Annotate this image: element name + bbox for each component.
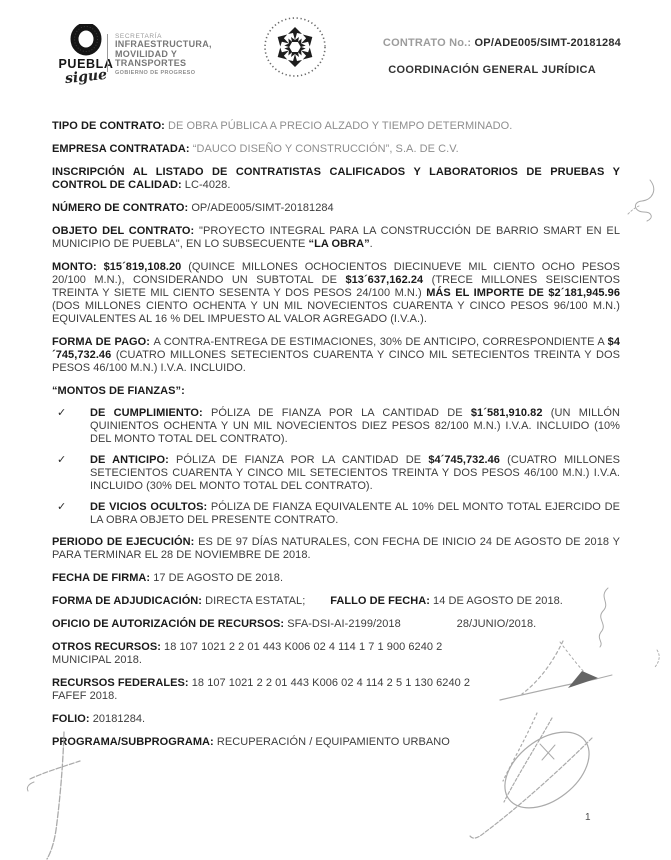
field-value: MUNICIPAL 2018. <box>52 654 143 666</box>
document-header <box>55 22 621 100</box>
margin-scribble-top <box>628 206 639 214</box>
field-label: PERIODO DE EJECUCIÓN: <box>52 536 199 548</box>
contract-paragraph <box>52 225 620 251</box>
logo-brand-text: PUEBLA <box>58 57 114 71</box>
secretariat-title: SECRETARÍA <box>115 33 163 40</box>
field-value: (CUATRO MILLONES SETECIENTOS CUARENTA Y CINCO MIL SETECIENTOS TREINTA Y DOS PESOS 46/100 M.N.) I.V.A. INCLUIDO (30% DEL MONTO TOTAL DEL CONTRATO). <box>90 454 620 492</box>
field-label: $13´637,162.24 <box>345 274 432 286</box>
field-label: FORMA DE PAGO: <box>52 336 154 348</box>
field-value: . <box>369 238 373 250</box>
field-value: DIRECTA ESTATAL; <box>205 595 331 607</box>
margin-stroke-bottom-left <box>27 782 34 791</box>
field-label: $2´181,945.96 <box>548 287 620 299</box>
field-label: $1´581,910.82 <box>470 407 551 419</box>
field-label: PROGRAMA/SUBPROGRAMA: <box>52 736 217 748</box>
field-label: OTROS RECURSOS: <box>52 641 165 653</box>
contract-paragraph <box>52 385 620 398</box>
checkmark-icon: ✓ <box>57 454 67 466</box>
field-label: $15´819,108.20 <box>103 261 189 273</box>
contract-paragraph <box>52 536 620 562</box>
field-value: “DAUCO DISEÑO Y CONSTRUCCIÓN”, S.A. DE C.V. <box>192 143 459 155</box>
bullet-text <box>90 454 620 493</box>
guarantee-bullet-item <box>52 454 620 493</box>
field-value: 20181284. <box>92 713 146 725</box>
secretariat-line: TRANSPORTES <box>115 58 187 68</box>
field-value: FAFEF 2018. <box>52 690 118 702</box>
contract-paragraph <box>52 618 620 631</box>
state-seal-icon <box>261 14 329 80</box>
contract-paragraph <box>52 261 620 326</box>
field-label: “MONTOS DE FIANZAS”: <box>52 385 185 397</box>
secretariat-line: INFRAESTRUCTURA, <box>115 39 212 49</box>
contract-paragraph <box>52 336 620 375</box>
field-value: "PROYECTO INTEGRAL PARA LA CONSTRUCCIÓN DE BARRIO SMART EN EL MUNICIPIO DE PUEBLA", EN LO SUBSECUENTE <box>52 225 620 250</box>
field-value: 17 DE AGOSTO DE 2018. <box>153 572 284 584</box>
field-label: FORMA DE ADJUDICACIÓN: <box>52 595 206 607</box>
field-value: OP/ADE005/SIMT-20181284 <box>191 202 334 214</box>
field-label: TIPO DE CONTRATO: <box>52 120 168 132</box>
field-label: INSCRIPCIÓN AL LISTADO DE CONTRATISTAS CALIFICADOS Y LABORATORIOS DE PRUEBAS Y CONTROL DE CALIDAD: <box>52 166 620 191</box>
contract-paragraph <box>52 713 620 726</box>
field-value: (CUATRO MILLONES SETECIENTOS CUARENTA Y CINCO MIL SETECIENTOS TREINTA Y DOS PESOS 46/100 M.N.) I.V.A. INCLUIDO. <box>52 349 620 374</box>
bullet-text <box>90 407 620 446</box>
field-label: OBJETO DEL CONTRATO: <box>52 225 199 237</box>
field-value: (TRECE MILLONES SEISCIENTOS TREINTA Y SIETE MIL CIENTO SESENTA Y DOS PESOS 24/100 M.N.) <box>52 274 620 299</box>
field-label: FOLIO: <box>52 713 93 725</box>
field-label: NÚMERO DE CONTRATO: <box>52 202 192 214</box>
bullet-text <box>90 501 620 527</box>
field-label: EMPRESA CONTRATADA: <box>52 143 193 155</box>
contract-number-line <box>383 37 621 49</box>
field-value: 14 DE AGOSTO DE 2018. <box>433 595 563 607</box>
field-label: “LA OBRA” <box>308 238 370 250</box>
page-number: 1 <box>585 812 591 823</box>
field-label: FALLO DE FECHA: <box>330 595 434 607</box>
contract-paragraph <box>52 166 620 192</box>
guarantee-bullet-item <box>52 501 620 527</box>
field-value: PÓLIZA DE FIANZA POR LA CANTIDAD DE <box>176 454 429 466</box>
field-value: LC-4028. <box>184 179 231 191</box>
field-label: MÁS EL IMPORTE DE <box>426 287 549 299</box>
field-value: (QUINCE MILLONES OCHOCIENTOS DIECINUEVE MIL CIENTO OCHO PESOS 20/100 M.N.), CONSIDERANDO UN SUBTOTAL DE <box>52 261 620 286</box>
field-label: $4´745,732.46 <box>52 336 621 361</box>
field-value: PÓLIZA DE FIANZA POR LA CANTIDAD DE <box>211 407 471 419</box>
checkmark-icon: ✓ <box>57 407 67 419</box>
secretariat-block <box>115 33 212 76</box>
contract-paragraph <box>52 143 620 156</box>
logo-divider <box>107 34 108 72</box>
field-value: A CONTRA-ENTREGA DE ESTIMACIONES, 30% DE ANTICIPO, CORRESPONDIENTE A <box>153 336 608 348</box>
contract-paragraph <box>52 595 620 608</box>
contract-paragraph <box>52 641 620 667</box>
contract-number-label: CONTRATO No.: <box>382 37 475 49</box>
field-label: OFICIO DE AUTORIZACIÓN DE RECURSOS: <box>52 618 288 630</box>
field-value: 18 107 1021 2 2 01 443 K006 02 4 114 2 5 1 130 6240 2 <box>191 677 471 689</box>
contract-paragraph <box>52 120 620 133</box>
field-value: 18 107 1021 2 2 01 443 K006 02 4 114 1 7 1 900 6240 2 <box>164 641 443 653</box>
field-label: FECHA DE FIRMA: <box>52 572 154 584</box>
checkmark-icon: ✓ <box>57 501 67 513</box>
margin-scribble-top <box>635 180 653 221</box>
field-label: $4´745,732.46 <box>428 454 508 466</box>
margin-tick-right <box>655 650 659 667</box>
logo-script-text: sigue <box>64 66 108 88</box>
field-value: RECUPERACIÓN / EQUIPAMIENTO URBANO <box>216 736 450 748</box>
document-body <box>52 120 620 759</box>
secretariat-line: MOVILIDAD Y <box>115 48 178 59</box>
field-label: DE VICIOS OCULTOS: <box>90 501 211 513</box>
field-value: PÓLIZA DE FIANZA EQUIVALENTE AL 10% DEL MONTO TOTAL EJERCIDO DE LA OBRA OBJETO DEL PRESENTE CONTRATO. <box>90 501 620 526</box>
contract-paragraph <box>52 202 620 215</box>
margin-stroke-bottom-left <box>30 761 80 779</box>
secretariat-footer: GOBIERNO DE PROGRESO <box>115 70 196 76</box>
field-label: DE ANTICIPO: <box>90 454 177 466</box>
contract-number-value: OP/ADE005/SIMT-20181284 <box>474 37 621 49</box>
field-value: (DOS MILLONES CIENTO OCHENTA Y UN MIL NOVECIENTOS CUARENTA Y CINCO PESOS 96/100 M.N.) EQUIVALENTES AL 16 % DEL IMPUESTO AL VALOR AGREGADO (I.V.A.). <box>52 300 620 325</box>
coordination-title: COORDINACIÓN GENERAL JURÍDICA <box>388 64 596 76</box>
field-label: RECURSOS FEDERALES: <box>52 677 192 689</box>
field-value: ES DE 97 DÍAS NATURALES, CON FECHA DE INICIO 24 DE AGOSTO DE 2018 Y PARA TERMINAR EL 28 DE NOVIEMBRE DE 2018. <box>52 536 620 561</box>
field-value: SFA-DSI-AI-2199/2018 28/JUNIO/2018. <box>287 618 537 630</box>
field-label: MONTO: <box>52 261 104 273</box>
puebla-ring-icon <box>70 24 102 56</box>
contract-paragraph <box>52 736 620 749</box>
field-value: DE OBRA PÚBLICA A PRECIO ALZADO Y TIEMPO DETERMINADO. <box>168 120 513 132</box>
field-label: DE CUMPLIMIENTO: <box>90 407 211 419</box>
guarantee-bullet-item <box>52 407 620 446</box>
field-value: (UN MILLÓN QUINIENTOS OCHENTA Y UN MIL NOVECIENTOS DIEZ PESOS 82/100 M.N.) I.V.A. INCLUIDO (10% DEL MONTO TOTAL DEL CONTRATO). <box>90 407 621 445</box>
contract-paragraph <box>52 677 620 703</box>
contract-paragraph <box>52 572 620 585</box>
